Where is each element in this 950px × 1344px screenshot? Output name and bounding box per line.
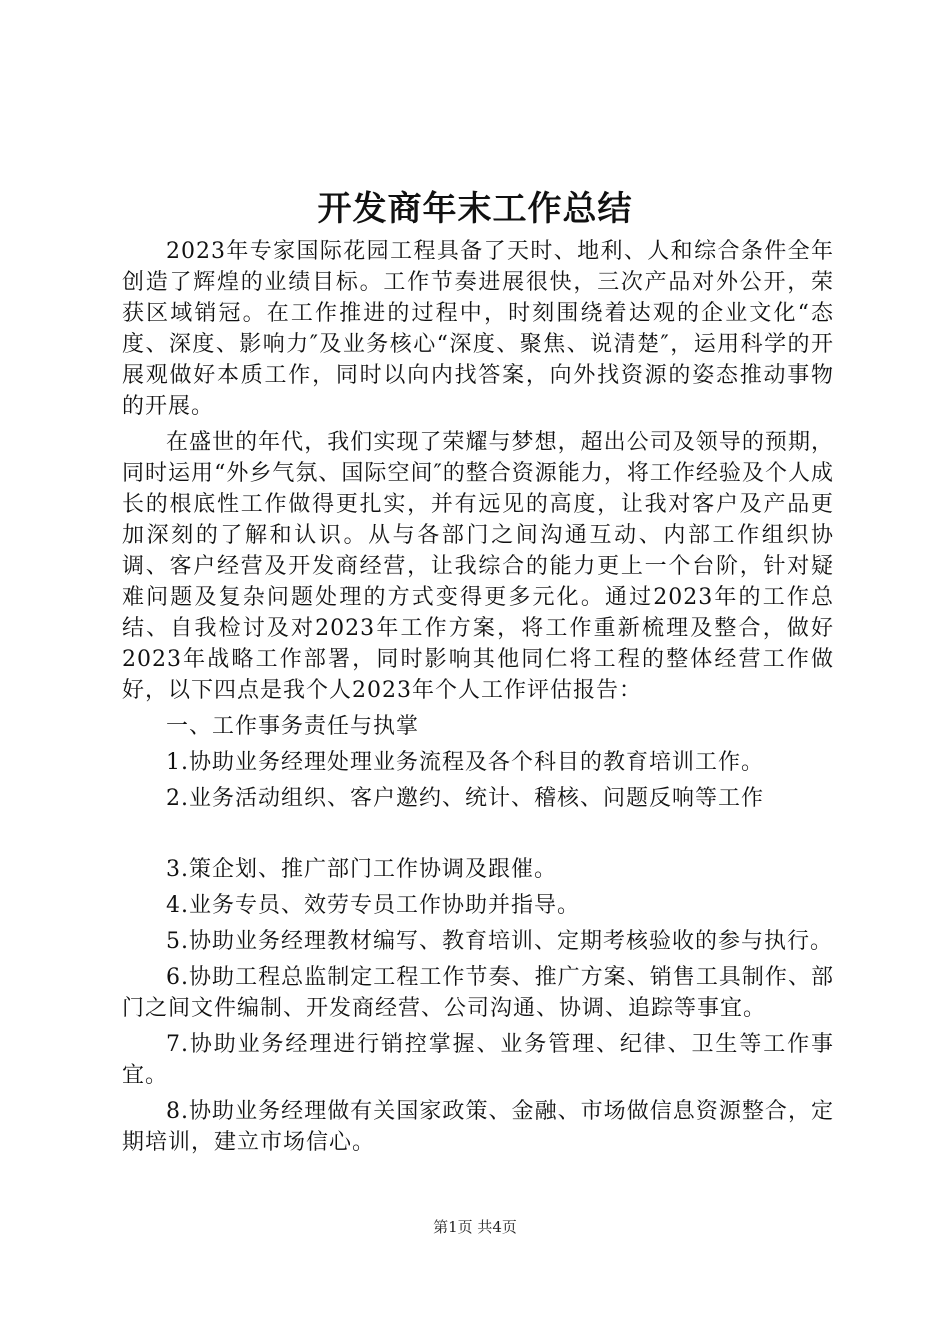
section-heading: 一、工作事务责任与执掌: [166, 714, 420, 739]
document-title: 开发商年末工作总结: [317, 189, 633, 229]
list-item: 4.业务专员、效劳专员工作协助并指导。: [166, 893, 580, 918]
paragraph-overview: 在盛世的年代，我们实现了荣耀与梦想，超出公司及领导的预期，同时运用“外乡气氛、国际空间″的整合资源能力，将工作经验及个人成长的根底性工作做得更扎实，并有远见的高度，让我对客户及产品更加深刻的了解和认识。从与各部门之间沟通互动、内部工作组织协调、客户经营及开发商经营，让我综合的能力更上一个台阶，针对疑难问题及复杂问题处理的方式变得更多元化。通过2023年的工作总结、自我检讨及对2023年工作方案，将工作重新梳理及整合，做好2023年战略工作部署，同时影响其他同仁将工程的整体经营工作做好，以下四点是我个人2023年个人工作评估报告：: [122, 430, 834, 703]
paragraph-intro: 2023年专家国际花园工程具备了天时、地利、人和综合条件全年创造了辉煌的业绩目标。工作节奏进展很快，三次产品对外公开，荣获区域销冠。在工作推进的过程中，时刻围绕着达观的企业文化“态度、深度、影响力″及业务核心“深度、聚焦、说清楚″，运用科学的开展观做好本质工作，同时以向内找答案，向外找资源的姿态推动事物的开展。: [122, 239, 834, 419]
list-item: 1.协助业务经理处理业务流程及各个科目的教育培训工作。: [166, 750, 764, 775]
list-item: 2.业务活动组织、客户邀约、统计、稽核、问题反响等工作: [166, 786, 764, 811]
list-item: 6.协助工程总监制定工程工作节奏、推广方案、销售工具制作、部门之间文件编制、开发商经营、公司沟通、协调、追踪等事宜。: [122, 965, 834, 1021]
list-item: 5.协助业务经理教材编写、教育培训、定期考核验收的参与执行。: [166, 929, 833, 954]
list-item: 7.协助业务经理进行销控掌握、业务管理、纪律、卫生等工作事宜。: [122, 1032, 834, 1088]
page-number: 第1页 共4页: [433, 1218, 517, 1236]
list-item: 3.策企划、推广部门工作协调及跟催。: [166, 857, 557, 882]
list-item: 8.协助业务经理做有关国家政策、金融、市场做信息资源整合，定期培训，建立市场信心。: [122, 1099, 834, 1155]
document-body: [122, 236, 834, 1163]
